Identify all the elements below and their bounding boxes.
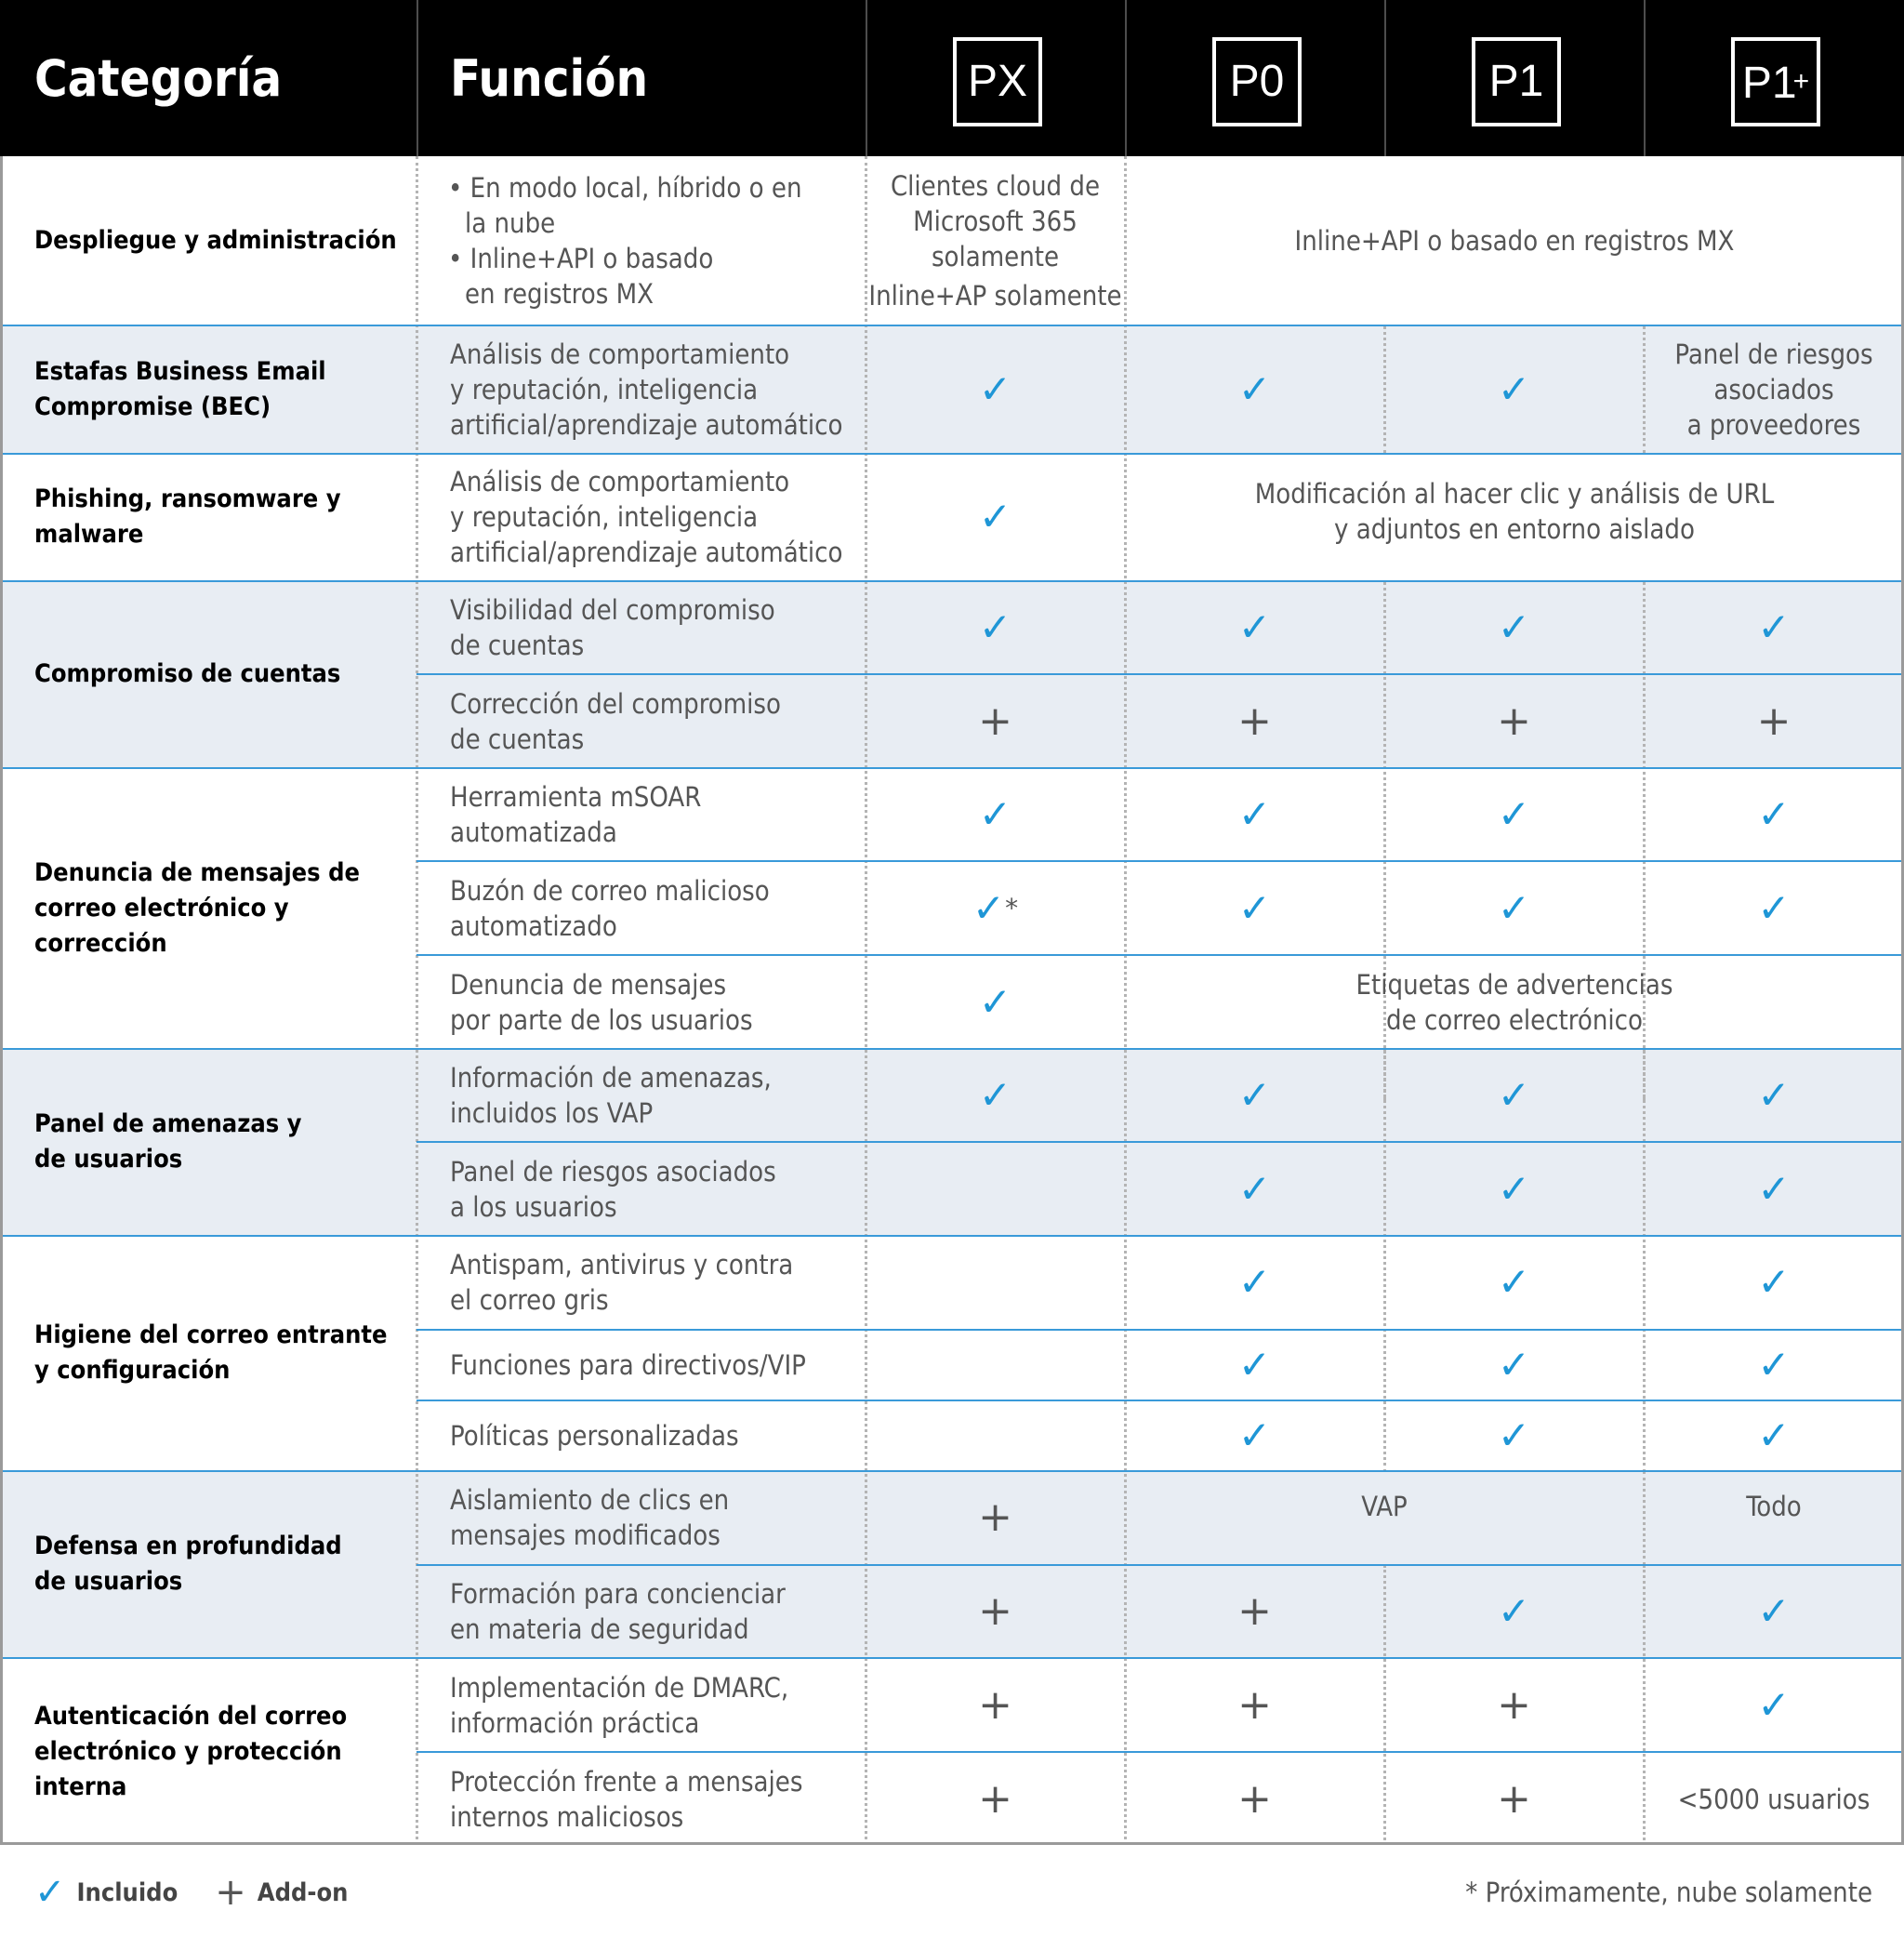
category-label: correo electrónico y corrección bbox=[34, 893, 289, 958]
function-line: en registros MX bbox=[465, 277, 654, 310]
category-authentication bbox=[34, 1659, 406, 1845]
isolation-p0-p1 bbox=[1125, 1471, 1644, 1542]
function-line: Aislamiento de clics en bbox=[450, 1484, 730, 1516]
cell-text: Inline+API o basado en registros MX bbox=[1294, 224, 1735, 257]
legend bbox=[34, 1869, 348, 1916]
tier-p1plus-label: P1 bbox=[1741, 59, 1797, 108]
tier-px-badge: PX bbox=[953, 37, 1042, 126]
function-line: Políticas personalizadas bbox=[450, 1420, 739, 1452]
check-icon: ✓ bbox=[1237, 1342, 1272, 1387]
function-line: Análisis de comportamiento bbox=[450, 338, 790, 370]
isolation-p1plus bbox=[1644, 1471, 1904, 1542]
check-icon: ✓ bbox=[1757, 1071, 1791, 1118]
check-icon: ✓ bbox=[978, 494, 1012, 539]
function-click-isolation bbox=[450, 1471, 859, 1564]
category-label: Autenticación del correo bbox=[34, 1702, 348, 1731]
plus-icon: + bbox=[978, 1493, 1012, 1541]
account-remediation-p1 bbox=[1384, 675, 1644, 767]
msoar-p1plus bbox=[1644, 768, 1904, 860]
threat-info-px bbox=[866, 1049, 1125, 1141]
dmarc-px bbox=[866, 1659, 1125, 1751]
vip-p0 bbox=[1125, 1331, 1384, 1400]
training-p0 bbox=[1125, 1566, 1384, 1657]
threat-info-p1plus bbox=[1644, 1049, 1904, 1141]
plus-icon: + bbox=[978, 1774, 1012, 1823]
check-icon: ✓ bbox=[1757, 790, 1791, 837]
function-line: mensajes modificados bbox=[450, 1519, 721, 1551]
cell-text: Etiquetas de advertencias bbox=[1355, 968, 1673, 1001]
check-icon: ✓ bbox=[1497, 604, 1531, 650]
check-icon: ✓ bbox=[1757, 1588, 1791, 1634]
check-icon: ✓ bbox=[1757, 1165, 1791, 1212]
plus-icon: + bbox=[1756, 697, 1792, 745]
user-reporting-px bbox=[866, 956, 1125, 1048]
function-line: a los usuarios bbox=[450, 1190, 617, 1223]
function-line: Información de amenazas, bbox=[450, 1061, 772, 1094]
check-icon: ✓ bbox=[34, 1871, 66, 1914]
check-icon: ✓ bbox=[978, 978, 1012, 1025]
check-icon: ✓ bbox=[1757, 1259, 1791, 1305]
header-function: Función bbox=[450, 49, 649, 108]
policies-p1plus bbox=[1644, 1401, 1904, 1470]
cell-text: Todo bbox=[1746, 1491, 1802, 1522]
account-remediation-p1plus bbox=[1644, 675, 1904, 767]
check-icon: ✓ bbox=[1237, 1071, 1272, 1118]
check-icon: ✓ bbox=[1237, 884, 1272, 931]
vip-p1 bbox=[1384, 1331, 1644, 1400]
category-label: Defensa en profundidad bbox=[34, 1532, 342, 1560]
check-icon: ✓ bbox=[1497, 1342, 1531, 1387]
category-label: de usuarios bbox=[34, 1145, 183, 1174]
tier-p1plus-badge bbox=[1731, 37, 1820, 126]
function-line: Protección frente a mensajes bbox=[450, 1765, 803, 1798]
tier-p1plus-sup: + bbox=[1792, 66, 1810, 97]
policies-p1 bbox=[1384, 1401, 1644, 1470]
internal-p0 bbox=[1125, 1753, 1384, 1845]
check-icon: ✓ bbox=[978, 1071, 1012, 1118]
account-remediation-px bbox=[866, 675, 1125, 767]
function-line: información práctica bbox=[450, 1706, 700, 1739]
dmarc-p1 bbox=[1384, 1659, 1644, 1751]
msoar-px bbox=[866, 768, 1125, 860]
check-icon: ✓ bbox=[1757, 1413, 1791, 1458]
check-icon: ✓ bbox=[1497, 1588, 1531, 1634]
legend-addon: Add-on bbox=[257, 1877, 349, 1907]
antispam-p0 bbox=[1125, 1236, 1384, 1329]
category-label: Estafas Business Email bbox=[34, 356, 326, 386]
function-malicious-mailbox bbox=[450, 862, 859, 954]
policies-p0 bbox=[1125, 1401, 1384, 1470]
function-line: el correo gris bbox=[450, 1284, 609, 1316]
msoar-p1 bbox=[1384, 768, 1644, 860]
function-line: Funciones para directivos/VIP bbox=[450, 1349, 806, 1381]
function-line: Panel de riesgos asociados bbox=[450, 1155, 776, 1187]
cell-text: Inline+AP solamente bbox=[868, 279, 1122, 312]
cell-text: Clientes cloud de bbox=[890, 169, 1101, 202]
tier-p1-badge: P1 bbox=[1472, 37, 1561, 126]
function-account-visibility bbox=[450, 581, 859, 673]
col-divider-category bbox=[416, 156, 418, 1845]
check-icon: ✓ bbox=[1497, 1165, 1531, 1212]
header-tier-p1plus-cell bbox=[1644, 0, 1904, 156]
user-risk-p1plus bbox=[1644, 1143, 1904, 1235]
cell-text: Microsoft 365 bbox=[913, 205, 1078, 237]
function-line: en materia de seguridad bbox=[450, 1613, 749, 1645]
check-icon: ✓ bbox=[1237, 604, 1272, 650]
footnote: * Próximamente, nube solamente bbox=[1465, 1877, 1872, 1908]
check-icon: ✓ bbox=[1237, 1259, 1272, 1305]
function-line: Implementación de DMARC, bbox=[450, 1671, 789, 1704]
header-tier-p0-cell bbox=[1125, 0, 1384, 156]
function-bec bbox=[450, 325, 859, 453]
cell-text: <5000 usuarios bbox=[1677, 1783, 1871, 1815]
plus-icon: + bbox=[1237, 1587, 1272, 1635]
deploy-rest-cell bbox=[1125, 156, 1904, 325]
check-icon: ✓ bbox=[1757, 604, 1791, 650]
function-line: Herramienta mSOAR bbox=[450, 780, 702, 813]
dmarc-p0 bbox=[1125, 1659, 1384, 1751]
function-user-reporting bbox=[450, 956, 859, 1048]
check-icon: ✓ bbox=[1757, 1342, 1791, 1387]
function-line: Buzón de correo malicioso bbox=[450, 874, 770, 907]
category-label: Compromise (BEC) bbox=[34, 391, 271, 421]
function-line: Visibilidad del compromiso bbox=[450, 593, 775, 626]
check-icon: ✓ bbox=[978, 604, 1012, 650]
header-category-cell bbox=[0, 0, 416, 156]
table-header bbox=[0, 0, 1904, 156]
user-reporting-rest bbox=[1125, 956, 1904, 1048]
category-label: Despliegue y administración bbox=[34, 225, 397, 255]
deploy-px-cell bbox=[866, 156, 1125, 325]
mailbox-px bbox=[866, 862, 1125, 954]
bec-px-cell bbox=[866, 325, 1125, 453]
plus-icon: + bbox=[1237, 1774, 1272, 1823]
internal-px bbox=[866, 1753, 1125, 1845]
function-line: incluidos los VAP bbox=[450, 1096, 654, 1129]
check-icon: ✓ bbox=[1497, 790, 1531, 837]
function-line: y reputación, inteligencia bbox=[450, 373, 759, 405]
category-label: Compromiso de cuentas bbox=[34, 659, 341, 688]
account-visibility-px bbox=[866, 581, 1125, 673]
plus-icon: + bbox=[978, 1680, 1012, 1729]
cell-text: Modificación al hacer clic y análisis de URL bbox=[1254, 478, 1775, 510]
function-line: de cuentas bbox=[450, 723, 585, 755]
check-icon: ✓ bbox=[1497, 1071, 1531, 1118]
mailbox-p1 bbox=[1384, 862, 1644, 954]
category-label: Panel de amenazas y bbox=[34, 1109, 302, 1138]
function-vip bbox=[450, 1331, 859, 1400]
account-visibility-p0 bbox=[1125, 581, 1384, 673]
function-user-risk bbox=[450, 1143, 859, 1235]
check-icon: ✓ bbox=[972, 884, 1006, 931]
function-awareness-training bbox=[450, 1566, 859, 1657]
bec-p1-cell bbox=[1384, 325, 1644, 453]
cell-text: asociados bbox=[1713, 373, 1834, 405]
function-line: la nube bbox=[465, 206, 556, 239]
function-line: internos maliciosos bbox=[450, 1800, 684, 1833]
function-line: Antispam, antivirus y contra bbox=[450, 1249, 794, 1280]
plus-icon: + bbox=[1237, 1680, 1272, 1729]
account-remediation-p0 bbox=[1125, 675, 1384, 767]
plus-icon: + bbox=[1497, 697, 1531, 745]
training-p1plus bbox=[1644, 1566, 1904, 1657]
category-bec bbox=[34, 325, 406, 453]
function-line: Denuncia de mensajes bbox=[450, 968, 727, 1001]
user-risk-p1 bbox=[1384, 1143, 1644, 1235]
function-line: Formación para concienciar bbox=[450, 1578, 786, 1610]
function-line: Análisis de comportamiento bbox=[450, 466, 790, 498]
cell-text: de correo electrónico bbox=[1386, 1003, 1643, 1036]
category-account bbox=[34, 581, 406, 767]
antispam-p1plus bbox=[1644, 1236, 1904, 1329]
category-label: y configuración bbox=[34, 1356, 231, 1385]
check-icon: ✓ bbox=[1497, 1259, 1531, 1305]
tier-p0-badge: P0 bbox=[1212, 37, 1302, 126]
function-line: y reputación, inteligencia bbox=[450, 501, 759, 533]
phishing-rest-cell bbox=[1125, 454, 1904, 569]
bec-p1plus-cell bbox=[1644, 325, 1904, 453]
function-custom-policies bbox=[450, 1401, 859, 1470]
function-deploy bbox=[448, 156, 857, 325]
plus-icon: + bbox=[1237, 697, 1272, 745]
plus-icon: + bbox=[978, 697, 1012, 745]
bec-p0-cell bbox=[1125, 325, 1384, 453]
function-line: de cuentas bbox=[450, 629, 585, 661]
function-dmarc bbox=[450, 1659, 859, 1751]
legend-included: Incluido bbox=[76, 1877, 178, 1907]
vip-p1plus bbox=[1644, 1331, 1904, 1400]
account-visibility-p1plus bbox=[1644, 581, 1904, 673]
plus-icon: + bbox=[978, 1587, 1012, 1635]
function-phishing bbox=[450, 454, 859, 580]
category-reporting bbox=[34, 768, 406, 1048]
cell-text: Panel de riesgos bbox=[1674, 338, 1873, 370]
check-icon: ✓ bbox=[1497, 1413, 1531, 1458]
check-icon: ✓ bbox=[978, 790, 1012, 837]
category-label: de usuarios bbox=[34, 1567, 183, 1596]
category-phishing bbox=[34, 454, 406, 580]
cell-text: a proveedores bbox=[1686, 408, 1861, 441]
asterisk-icon: * bbox=[1005, 892, 1019, 923]
category-label: Higiene del correo entrante bbox=[34, 1320, 388, 1349]
msoar-p0 bbox=[1125, 768, 1384, 860]
category-label: Denuncia de mensajes de bbox=[34, 857, 360, 887]
check-icon: ✓ bbox=[1237, 1413, 1272, 1458]
cell-text: VAP bbox=[1361, 1491, 1408, 1522]
dmarc-p1plus bbox=[1644, 1659, 1904, 1751]
check-icon: ✓ bbox=[1237, 365, 1272, 412]
check-icon: ✓ bbox=[1497, 884, 1531, 931]
header-category: Categoría bbox=[34, 49, 283, 108]
account-visibility-p1 bbox=[1384, 581, 1644, 673]
check-icon: ✓ bbox=[1237, 790, 1272, 837]
header-function-cell bbox=[416, 0, 866, 156]
category-label: electrónico y protección interna bbox=[34, 1737, 342, 1801]
header-tier-px-cell bbox=[866, 0, 1125, 156]
isolation-px bbox=[866, 1471, 1125, 1564]
function-antispam bbox=[450, 1236, 859, 1329]
mailbox-p1plus bbox=[1644, 862, 1904, 954]
check-icon: ✓ bbox=[1497, 365, 1531, 412]
function-threat-info bbox=[450, 1049, 859, 1141]
function-line: automatizado bbox=[450, 909, 617, 942]
cell-text: solamente bbox=[931, 240, 1060, 272]
function-line: Corrección del compromiso bbox=[450, 687, 781, 720]
check-icon: ✓ bbox=[1237, 1165, 1272, 1212]
internal-p1 bbox=[1384, 1753, 1644, 1845]
function-line: • Inline+API o basado bbox=[448, 242, 714, 274]
category-label: Phishing, ransomware y malware bbox=[34, 484, 341, 549]
function-line: • En modo local, híbrido o en bbox=[448, 171, 802, 204]
training-p1 bbox=[1384, 1566, 1644, 1657]
mailbox-p0 bbox=[1125, 862, 1384, 954]
function-line: artificial/aprendizaje automático bbox=[450, 408, 843, 441]
category-threat-dashboard bbox=[34, 1049, 406, 1235]
check-icon: ✓ bbox=[1757, 884, 1791, 931]
function-msoar bbox=[450, 768, 859, 860]
phishing-px-cell bbox=[866, 454, 1125, 580]
plus-icon: + bbox=[1497, 1680, 1531, 1729]
plus-icon: + bbox=[1497, 1774, 1531, 1823]
category-deploy bbox=[34, 156, 406, 325]
check-icon: ✓ bbox=[1757, 1681, 1791, 1728]
plus-icon: + bbox=[215, 1871, 246, 1914]
threat-info-p0 bbox=[1125, 1049, 1384, 1141]
function-account-remediation bbox=[450, 675, 859, 767]
category-defense bbox=[34, 1471, 406, 1657]
category-hygiene bbox=[34, 1236, 406, 1470]
function-line: automatizada bbox=[450, 816, 617, 848]
internal-p1plus bbox=[1644, 1753, 1904, 1845]
header-tier-p1-cell bbox=[1384, 0, 1644, 156]
function-internal-protection bbox=[450, 1753, 859, 1845]
cell-text: y adjuntos en entorno aislado bbox=[1334, 513, 1695, 545]
function-line: por parte de los usuarios bbox=[450, 1003, 753, 1036]
check-icon: ✓ bbox=[978, 365, 1012, 412]
antispam-p1 bbox=[1384, 1236, 1644, 1329]
comparison-table bbox=[0, 156, 1904, 1845]
training-px bbox=[866, 1566, 1125, 1657]
user-risk-p0 bbox=[1125, 1143, 1384, 1235]
function-line: artificial/aprendizaje automático bbox=[450, 537, 843, 568]
threat-info-p1 bbox=[1384, 1049, 1644, 1141]
